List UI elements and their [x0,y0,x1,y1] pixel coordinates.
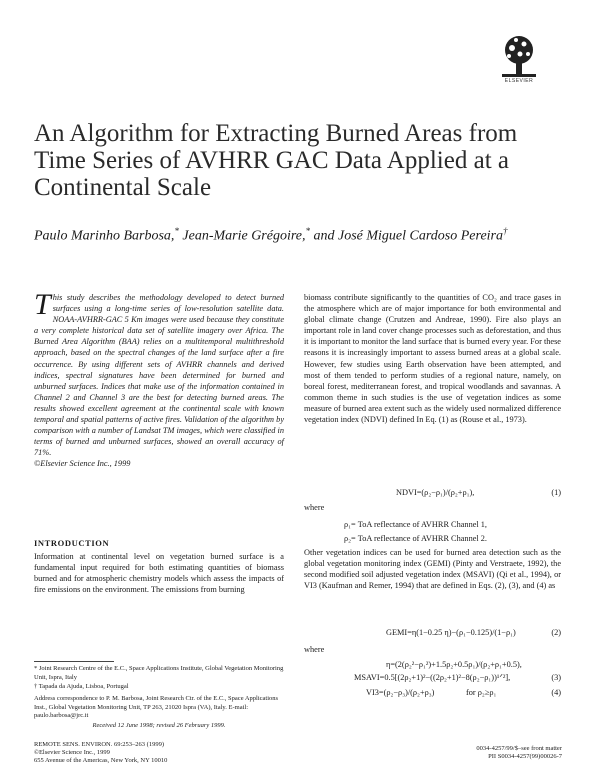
equation-1-number: (1) [551,488,561,497]
footnote-affiliation-2: † Tapada da Ajuda, Lisboa, Portugal [34,683,129,690]
footnote-correspondence: Address correspondence to P. M. Barbosa, Joint Research Ctr. of the E.C., Space Applications Inst., Global Vegetation Monitoring Unit, TP 263, 21020 Ispra (VA), Italy. E-mail: paulo.barbosa@jrc.it [34,695,279,720]
equation-3-number: (3) [551,673,561,682]
journal-copyright: ©Elsevier Science Inc., 1999 [34,749,110,756]
footnote-divider [34,661,114,662]
paper-title: An Algorithm for Extracting Burned Areas from Time Series of AVHRR GAC Data Applied at a Continental Scale [34,120,518,201]
equation-3-expression: MSAVI=0.5[(2ρ₂+1)²−((2ρ₂+1)²−8(ρ₂−ρ₁))¹ᐟ²], [354,673,511,682]
where-label-1: where [304,503,325,512]
equation-4-condition: for ρ₂≥ρ₁ [466,688,497,697]
publisher-address: 655 Avenue of the Americas, New York, NY 10010 [34,757,168,764]
definition-rho2: ρ₂= ToA reflectance of AVHRR Channel 2. [344,534,488,543]
journal-citation: REMOTE SENS. ENVIRON. 69:253–263 (1999) [34,741,164,748]
abstract-copyright: ©Elsevier Science Inc., 1999 [34,459,131,469]
abstract [34,288,284,470]
equation-2-number: (2) [551,628,561,637]
where-label-2: where [304,645,325,654]
equation-4-expression: VI3=(ρ₂−ρ₃)/(ρ₂+ρ₃) [366,688,435,697]
abstract-text: his study describes the methodology developed to detect burned surfaces using a long-time series of low-resolution satellite data. NOAA-AVHRR-GAC 5 Km images were used because they constitute a very complete historical data set of satellite imagery over Africa. The Burned Area Algorithm (BAA) relies on a multitemporal multithreshold approach, based on the spectral changes of the land surface after a fire occurrence. By using different sets of AVHRR channels and derived indices, spectral signatures have been determined for burned and unburned surfaces. Indices that make use of the information contained in Channel 2 and Channel 3 are the best for detecting burned areas. The results showed excellent agreement at the continental scale with known temporal and spatial patterns of active fires. Validation of the algorithm by comparison with a number of Landsat TM images, which were classified in terms of burned and unburned surfaces, showed an overall accuracy of 71%. [34,293,284,458]
issn-info [360,745,562,761]
author-2-affiliation-mark: * [305,226,310,236]
body-paragraph-2: Other vegetation indices can be used for burned area detection such as the global vegetation monitoring index (GEMI) (Pinty and Verstraete, 1992), the second modified soil adjusted vegetation index (MSAVI) (Qi et al., 1994), or VI3 (Kaufman and Remer, 1994) that are defined in Eqs. (2), (3), and (4) as [304,548,561,591]
equation-1-expression: NDVI=(ρ₂−ρ₁)/(ρ₂+ρ₁), [396,488,475,497]
author-1-affiliation-mark: * [174,226,179,236]
footnote-received-dates: Received 12 June 1998; revised 26 February 1999. [92,722,226,729]
author-3: and José Miguel Cardoso Pereira [310,228,503,244]
equation-eta-expression: η=(2(ρ₂²−ρ₁²)+1.5ρ₂+0.5ρ₁)/(ρ₂+ρ₁+0.5), [386,660,522,669]
elsevier-tree-logo [494,30,544,80]
body-paragraph-1: biomass contribute significantly to the quantities of CO₂ and trace gases in the atmosphere which are of major importance for both environmental and global climate change (Crutzen and Andreae, 1990). Fire also plays an important role in land cover change processes such as deforestation, and thus it is important to monitor the land surface that is burned every year. For these reasons it is increasingly important to assess burned areas at a global scale. However, few studies using Earth observation have been attempted, and most of them tended to perform studies of a regional nature, namely, on boreal forest, mediterranean forest, and tropical woodlands and savannas. A common theme in such studies is the use of vegetation indices as some measure of burned area extent such as the widely used normalized difference vegetation index (NDVI) defined In Eq. (1) as (Rouse et al., 1973). [304,293,561,425]
journal-info [34,741,334,765]
author-3-affiliation-mark: † [503,226,508,236]
section-heading-introduction: INTRODUCTION [34,538,110,548]
equation-4-number: (4) [551,688,561,697]
elsevier-logo-text: ELSEVIER [504,78,534,84]
equation-2-expression: GEMI=η(1−0.25 η)−(ρ₁−0.125)/(1−ρ₁) [386,628,516,637]
issn-line: 0034-4257/99/$–see front matter [476,745,562,752]
author-1: Paulo Marinho Barbosa, [34,228,175,244]
author-2: Jean-Marie Grégoire, [178,228,306,244]
author-list [34,221,534,247]
definition-rho1: ρ₁= ToA reflectance of AVHRR Channel 1, [344,520,488,529]
introduction-text: Information at continental level on vegetation burned surface is a fundamental input required for both estimating quantities of biomass burned and for atmospheric chemistry models which assess the impacts of fire emissions on the environment. The emissions from burning [34,552,284,595]
abstract-dropcap: T [34,288,51,321]
pii-line: PII S0034-4257(99)00026-7 [488,753,562,760]
footnote-affiliation-1: * Joint Research Centre of the E.C., Space Applications Institute, Global Vegetation Monitoring Unit, Ispra, Italy [34,665,284,681]
